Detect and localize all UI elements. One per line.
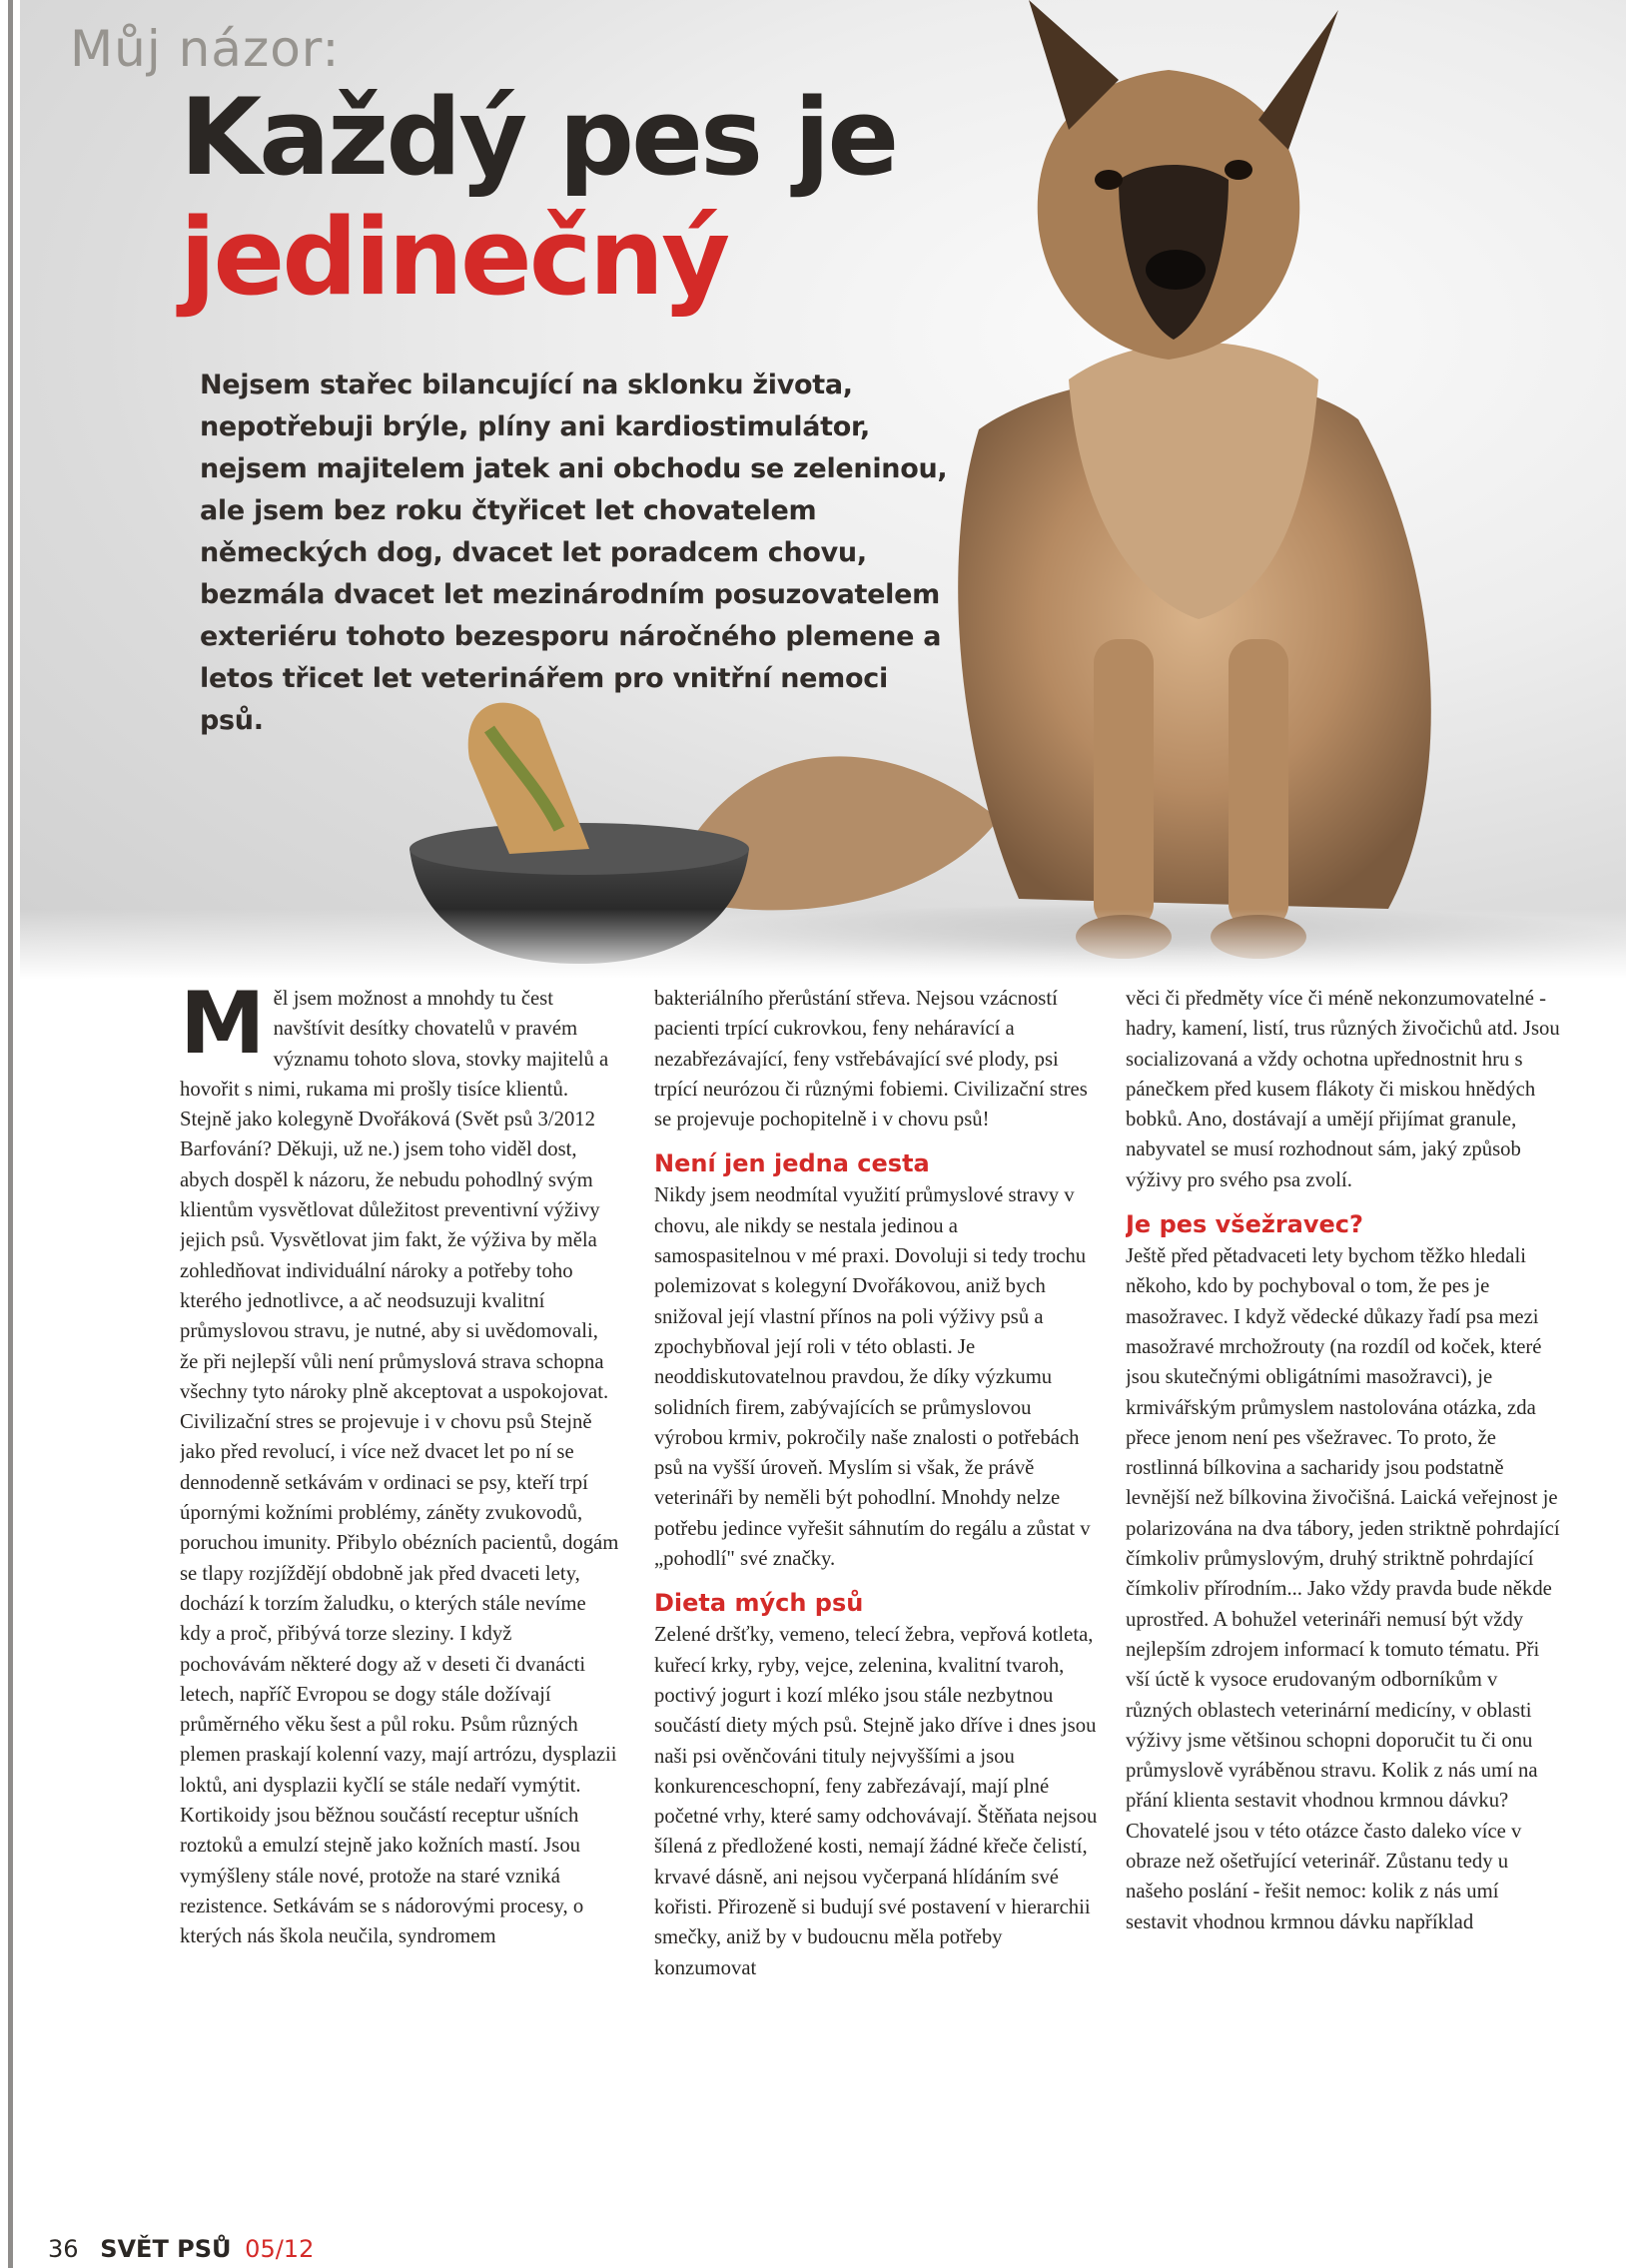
drop-cap: M bbox=[180, 984, 266, 1074]
magazine-name: SVĚT PSŮ bbox=[100, 2235, 232, 2263]
paragraph: Zelené dršťky, vemeno, telecí žebra, vepřová kotleta, kuřecí krky, ryby, vejce, zelenina, kvalitní tvaroh, poctivý jogurt i kozí mléko jsou stále nezbytnou součástí diety mých psů. Stejně jako dříve i dnes jsou naši psi ověnčováni tituly nejvyššími a jsou konkurenceschopní, feny zabřezávají, mají plné početné vrhy, které samy odchovávají. Štěňata nejsou šílená z předložené kosti, nemají žádné křeče čelistí, krvavé dásně, ani nejsou vyčerpaná hlídáním své kořisti. Přirozeně si budují své postavení v hierarchii smečky, aniž by v budoucnu měla potřeby konzumovat bbox=[654, 1624, 1098, 1979]
paragraph: věci či předměty více či méně nekonzumovatelné - hadry, kamení, listí, trus různých živočichů atd. Jsou socializovaná a vždy ochotna upřednostnit hru s pánečkem před kusem flákoty či miskou hnědých bobků. Ano, dostávají a umějí přijímat granule, nabyvatel se musí rozhodnout sám, jaký způsob výživy pro svého psa zvolí. bbox=[1126, 988, 1560, 1191]
dog-left-eye bbox=[1095, 170, 1123, 190]
article-column-2 bbox=[654, 984, 1099, 2197]
page-footer bbox=[48, 2235, 328, 2263]
dog-right-leg bbox=[1229, 639, 1288, 929]
paragraph: Ještě před pětadvaceti lety bychom těžko hledali někoho, kdo by pochyboval o tom, že pes je masožravec. I když vědecké důkazy řadí psa mezi masožravé mrchožrouty (na rozdíl od koček, které jsou skutečnými obligátními masožravci), je krmivářským průmyslem nastolována otázka, zda přece jenom není pes všežravec. To proto, že rostlinná bílkovina a sacharidy jsou podstatně levnější než bílkovina živočišná. Laická veřejnost je polarizována na dva tábory, jeden striktně pohrdající čímkoliv průmyslovým, druhý striktně pohrdající čímkoliv přírodním... Jako vždy pravda bude někde uprostřed. A bohužel veterináři nemusí být vždy nejlepším zdrojem informací k tomuto tématu. Při vší úctě k vysoce erudovaným odborníkům v různých oblastech veterinární medicíny, v oblasti výživy jsme většinou schopni doporučit tu či onu průmyslově vyráběnou stravu. Kolik z nás umí na přání klienta sestavit vhodnou krmnou dávku? Chovatelé jsou v této otázce často daleko více v obraze než ošetřující veterinář. Zůstanu tedy u našeho poslání - řešit nemoc: kolik z nás umí sestavit vhodnou krmnou dávku například bbox=[1126, 1245, 1560, 1933]
paragraph-text: ěl jsem možnost a mnohdy tu čest navštívit desítky chovatelů v pravém významu tohoto slova, stovky majitelů a hovořit s nimi, rukama mi prošly tisíce klientů. Stejně jako kolegyně Dvořáková (Svět psů 3/2012 Barfování? Děkuji, už ne.) jsem toho viděl dost, abych dospěl k názoru, že nebudu pohodlný svým klientům vysvětlovat důležitost preventivní výživy jejich psů. Vysvětlovat jim fakt, že výživa by měla zohledňovat individuální nároky a potřeby toho kterého jednotlivce, a ač neodsuzuji kvalitní průmyslovou stravu, je nutné, aby si uvědomovali, že při nejlepší vůli není průmyslová strava schopna všechny tyto nároky plně akceptovat a uspokojovat. bbox=[180, 988, 609, 1403]
section-heading: Dieta mých psů bbox=[654, 1589, 864, 1618]
dog-left-paw bbox=[1076, 915, 1172, 959]
dog-right-ear bbox=[1258, 10, 1338, 150]
paragraph: bakteriálního přerůstání střeva. Nejsou vzácností pacienti trpící cukrovkou, feny neháravící a nezabřezávající, feny vstřebávající své plody, psi trpící neurózou či různými fobiemi. Civilizační stres se projevuje pochopitelně i v chovu psů! bbox=[654, 988, 1088, 1132]
article-column-1 bbox=[180, 984, 619, 2197]
page-edge-rule bbox=[8, 0, 13, 2268]
title-line-1: Každý pes je bbox=[180, 76, 897, 199]
paragraph: Civilizační stres se projevuje i v chovu psů Stejně jako před revolucí, i více než dvacet let po ní se dennodenně setkávám v ordinaci se psy, kteří trpí úpornými kožními problémy, záněty zvukovodů, poruchou imunity. Přibylo obézních pacientů, dogám se tlapy rozjíždějí obdobně jak před dvaceti lety, dochází k torzím žaludku, o kterých stále nevíme kdy a proč, přibývá torze sleziny. I když pochovávám některé dogy až v deseti či dvanácti letech, napříč Evropou se dogy stále dožívají průměrného věku šest a půl roku. Psům různých plemen praskají kolenní vazy, mají artrózu, dysplazii loktů, ani dysplazii kyčlí se stále nedaří vymýtit. Kortikoidy jsou běžnou součástí receptur ušních roztoků a emulzí stejně jako kožních mastí. Jsou vymýšleny stále nové, protože na staré vzniká rezistence. Setkávám se s nádorovými procesy, o kterých nás škola neučila, syndromem bbox=[180, 1411, 619, 1948]
floor-shadow bbox=[619, 904, 1626, 979]
issue-number: 05/12 bbox=[245, 2235, 315, 2263]
section-heading: Není jen jedna cesta bbox=[654, 1149, 930, 1178]
hero-section bbox=[20, 0, 1626, 979]
section-heading: Je pes všežravec? bbox=[1126, 1210, 1363, 1239]
dog-nose bbox=[1146, 250, 1206, 290]
article-column-3 bbox=[1126, 984, 1563, 2197]
paragraph bbox=[180, 984, 619, 1407]
dog-left-leg bbox=[1094, 639, 1154, 929]
dog-right-paw bbox=[1211, 915, 1306, 959]
kicker-label: Můj názor: bbox=[70, 20, 341, 78]
lede-paragraph: Nejsem stařec bilancující na sklonku života, nepotřebuji brýle, plíny ani kardiostimulátor, nejsem majitelem jatek ani obchodu se zeleninou, ale jsem bez roku čtyřicet let chovatelem německých dog, dvacet let poradcem chovu, bezmála dvacet let mezinárodním posuzovatelem exteriéru tohoto bezesporu náročného plemene a letos třicet let veterinářem pro vnitřní nemoci psů. bbox=[200, 370, 948, 736]
page-number: 36 bbox=[48, 2235, 79, 2263]
article-title bbox=[180, 78, 896, 318]
paragraph: Nikdy jsem neodmítal využití průmyslové stravy v chovu, ale nikdy se nestala jedinou a samospasitelnou v mé praxi. Dovoluji si tedy trochu polemizovat s kolegyní Dvořákovou, aniž bych snižoval její vlastní přínos na poli výživy psů a zpochybňoval její roli v této oblasti. Je neoddiskutovatelnou pravdou, že díky výzkumu solidních firem, zabývajících se průmyslovou výrobou krmiv, pokročily naše znalosti o potřebách psů na vyšší úroveň. Myslím si však, že právě veterináři by neměli být pohodlní. Mnohdy nelze potřebu jedince vyřešit sáhnutím do regálu a zůstat v „pohodlí" své značky. bbox=[654, 1184, 1091, 1571]
title-line-2: jedinečný bbox=[180, 196, 728, 319]
dog-right-eye bbox=[1225, 160, 1252, 180]
